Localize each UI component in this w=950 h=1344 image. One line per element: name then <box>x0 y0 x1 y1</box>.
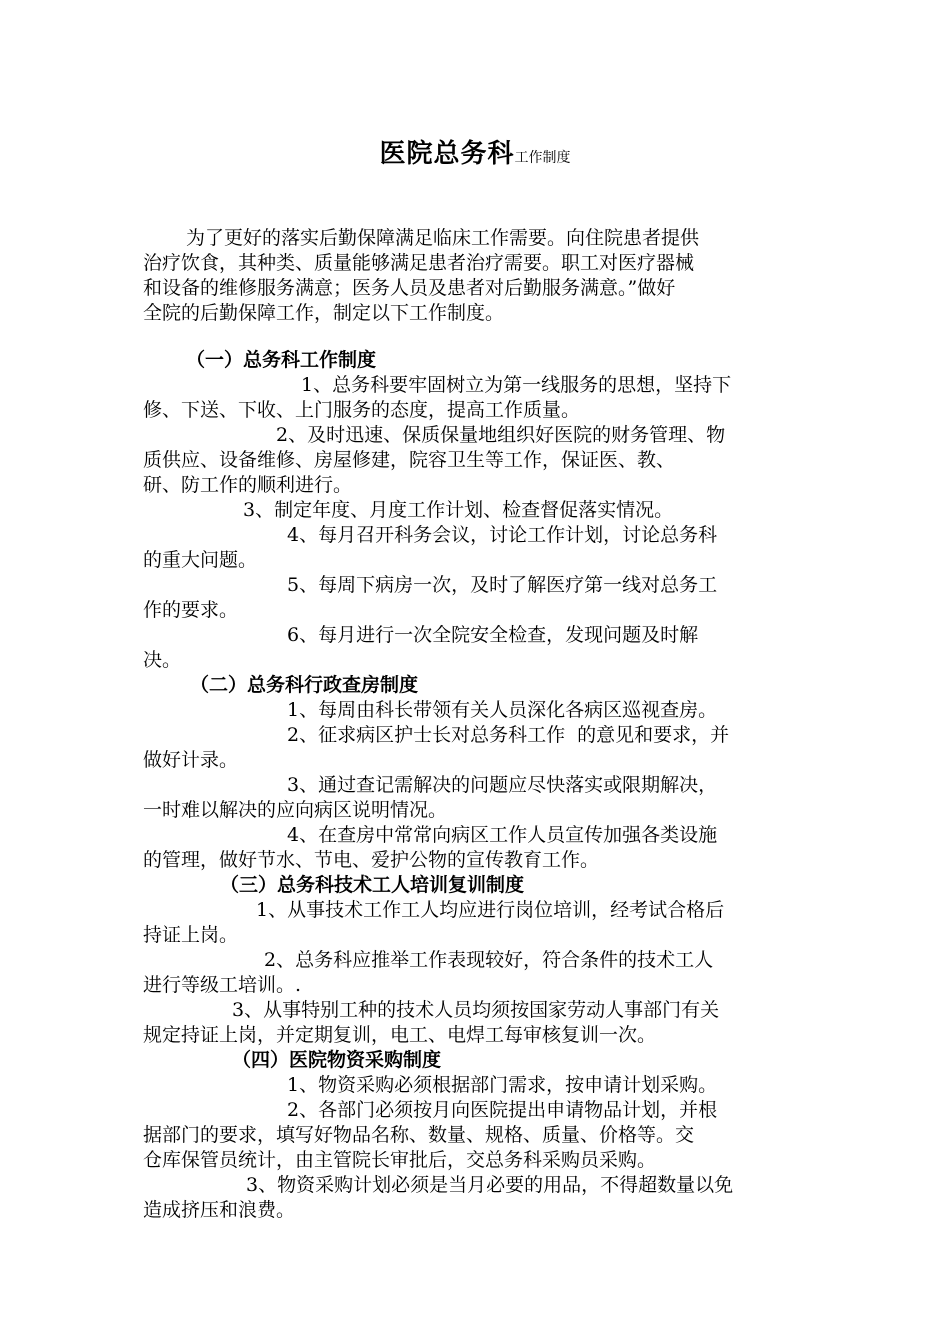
title-main: 医院总务科 <box>379 139 515 169</box>
body-line: 仓库保管员统计，由主管院长审批后，交总务科采购员采购。 <box>143 1149 657 1171</box>
body-line: 4、在查房中常常向病区工作人员宣传加强各类设施 <box>287 824 718 846</box>
body-line: 3、制定年度、月度工作计划、检查督促落实情况。 <box>243 499 674 521</box>
intro-line: 全院的后勤保障工作，制定以下工作制度。 <box>143 302 505 324</box>
section-heading: （三）总务科技术工人培训复训制度 <box>220 874 525 896</box>
body-line: 规定持证上岗，并定期复训，电工、电焊工每审核复训一次。 <box>143 1024 657 1046</box>
body-line: 2、各部门必须按月向医院提出申请物品计划，并根 <box>287 1099 718 1121</box>
body-line: 2、及时迅速、保质保量地组织好医院的财务管理、物 <box>276 424 726 446</box>
body-line: 2、总务科应推举工作表现较好，符合条件的技术工人 <box>264 949 714 971</box>
section-heading: （一）总务科工作制度 <box>186 349 377 371</box>
body-line: 进行等级工培训。. <box>143 974 302 996</box>
body-line: 质供应、设备维修、房屋修建，院容卫生等工作，保证医、教、 <box>143 449 676 471</box>
body-line: 4、每月召开科务会议，讨论工作计划，讨论总务科 <box>287 524 718 546</box>
body-line: 3、通过查记需解决的问题应尽快落实或限期解决， <box>287 774 718 796</box>
body-line: 一时难以解决的应向病区说明情况。 <box>143 799 448 821</box>
body-line: 2、征求病区护士长对总务科工作 的意见和要求，并 <box>287 724 730 746</box>
body-line: 决。 <box>143 649 182 671</box>
intro-line: 为了更好的落实后勤保障满足临床工作需要。向住院患者提供 <box>186 227 700 249</box>
title-sub: 工作制度 <box>514 150 571 166</box>
document-title <box>0 133 950 170</box>
intro-line: 和设备的维修服务满意；医务人员及患者对后勤服务满意。”做好 <box>143 277 676 299</box>
body-line: 修、下送、下收、上门服务的态度，提高工作质量。 <box>143 399 581 421</box>
body-line: 1、从事技术工作工人均应进行岗位培训，经考试合格后 <box>256 899 725 921</box>
body-line: 6、每月进行一次全院安全检查，发现问题及时解 <box>287 624 699 646</box>
body-line: 1、总务科要牢固树立为第一线服务的思想，坚持下 <box>301 374 732 396</box>
body-line: 3、从事特别工种的技术人员均须按国家劳动人事部门有关 <box>232 999 720 1021</box>
body-line: 作的要求。 <box>143 599 239 621</box>
body-line: 据部门的要求，填写好物品名称、数量、规格、质量、价格等。交 <box>143 1124 695 1146</box>
section-heading: （二）总务科行政查房制度 <box>190 674 419 696</box>
body-line: 的重大问题。 <box>143 549 258 571</box>
body-line: 做好计录。 <box>143 749 239 771</box>
section-heading: （四）医院物资采购制度 <box>232 1049 442 1071</box>
body-line: 研、防工作的顺利进行。 <box>143 474 353 496</box>
body-line: 1、物资采购必须根据部门需求，按申请计划采购。 <box>287 1074 718 1096</box>
body-line: 造成挤压和浪费。 <box>143 1199 296 1221</box>
body-line: 1、每周由科长带领有关人员深化各病区巡视查房。 <box>287 699 718 721</box>
body-line: 持证上岗。 <box>143 924 239 946</box>
body-line: 的管理，做好节水、节电、爱护公物的宣传教育工作。 <box>143 849 600 871</box>
body-line: 5、每周下病房一次，及时了解医疗第一线对总务工 <box>287 574 718 596</box>
intro-line: 治疗饮食，其种类、质量能够满足患者治疗需要。职工对医疗器械 <box>143 252 695 274</box>
body-line: 3、物资采购计划必须是当月必要的用品，不得超数量以免 <box>246 1174 734 1196</box>
